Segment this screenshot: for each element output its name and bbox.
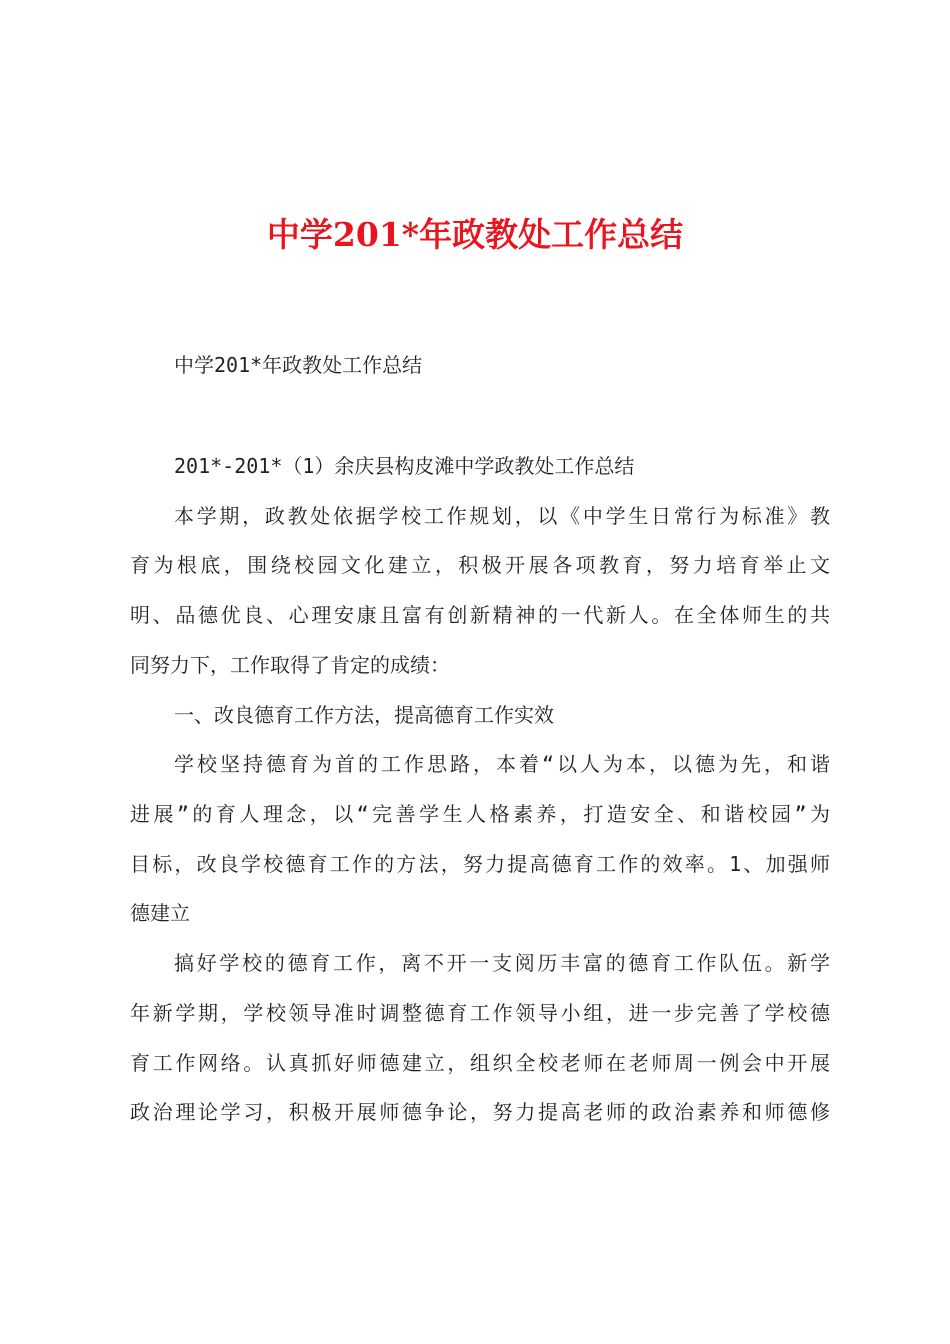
body-line: 年新学期，学校领导准时调整德育工作领导小组，进一步完善了学校德 bbox=[130, 1001, 830, 1025]
section-heading: 一、改良德育工作方法，提高德育工作实效 bbox=[174, 703, 554, 727]
body-line: 育工作网络。认真抓好师德建立，组织全校老师在老师周一例会中开展 bbox=[130, 1051, 830, 1075]
document-title: 中学201*年政教处工作总结 bbox=[266, 215, 684, 254]
body-line: 搞好学校的德育工作，离不开一支阅历丰富的德育工作队伍。新学 bbox=[174, 951, 830, 975]
body-line: 进展”的育人理念，以“完善学生人格素养，打造安全、和谐校园”为 bbox=[130, 802, 830, 826]
body-line: 德建立 bbox=[130, 901, 190, 925]
body-line: 201*-201*（1）余庆县构皮滩中学政教处工作总结 bbox=[174, 454, 635, 478]
body-line: 本学期，政教处依据学校工作规划，以《中学生日常行为标准》教 bbox=[174, 504, 830, 528]
body-subtitle: 中学201*年政教处工作总结 bbox=[174, 353, 423, 377]
body-line: 明、品德优良、心理安康且富有创新精神的一代新人。在全体师生的共 bbox=[130, 603, 830, 627]
body-line: 同努力下，工作取得了肯定的成绩： bbox=[130, 653, 450, 677]
body-line: 学校坚持德育为首的工作思路，本着“以人为本，以德为先，和谐 bbox=[174, 752, 830, 776]
body-line: 目标，改良学校德育工作的方法，努力提高德育工作的效率。1、加强师 bbox=[130, 852, 830, 876]
body-line: 育为根底，围绕校园文化建立，积极开展各项教育，努力培育举止文 bbox=[130, 553, 830, 577]
body-line: 政治理论学习，积极开展师德争论，努力提高老师的政治素养和师德修 bbox=[130, 1100, 830, 1124]
